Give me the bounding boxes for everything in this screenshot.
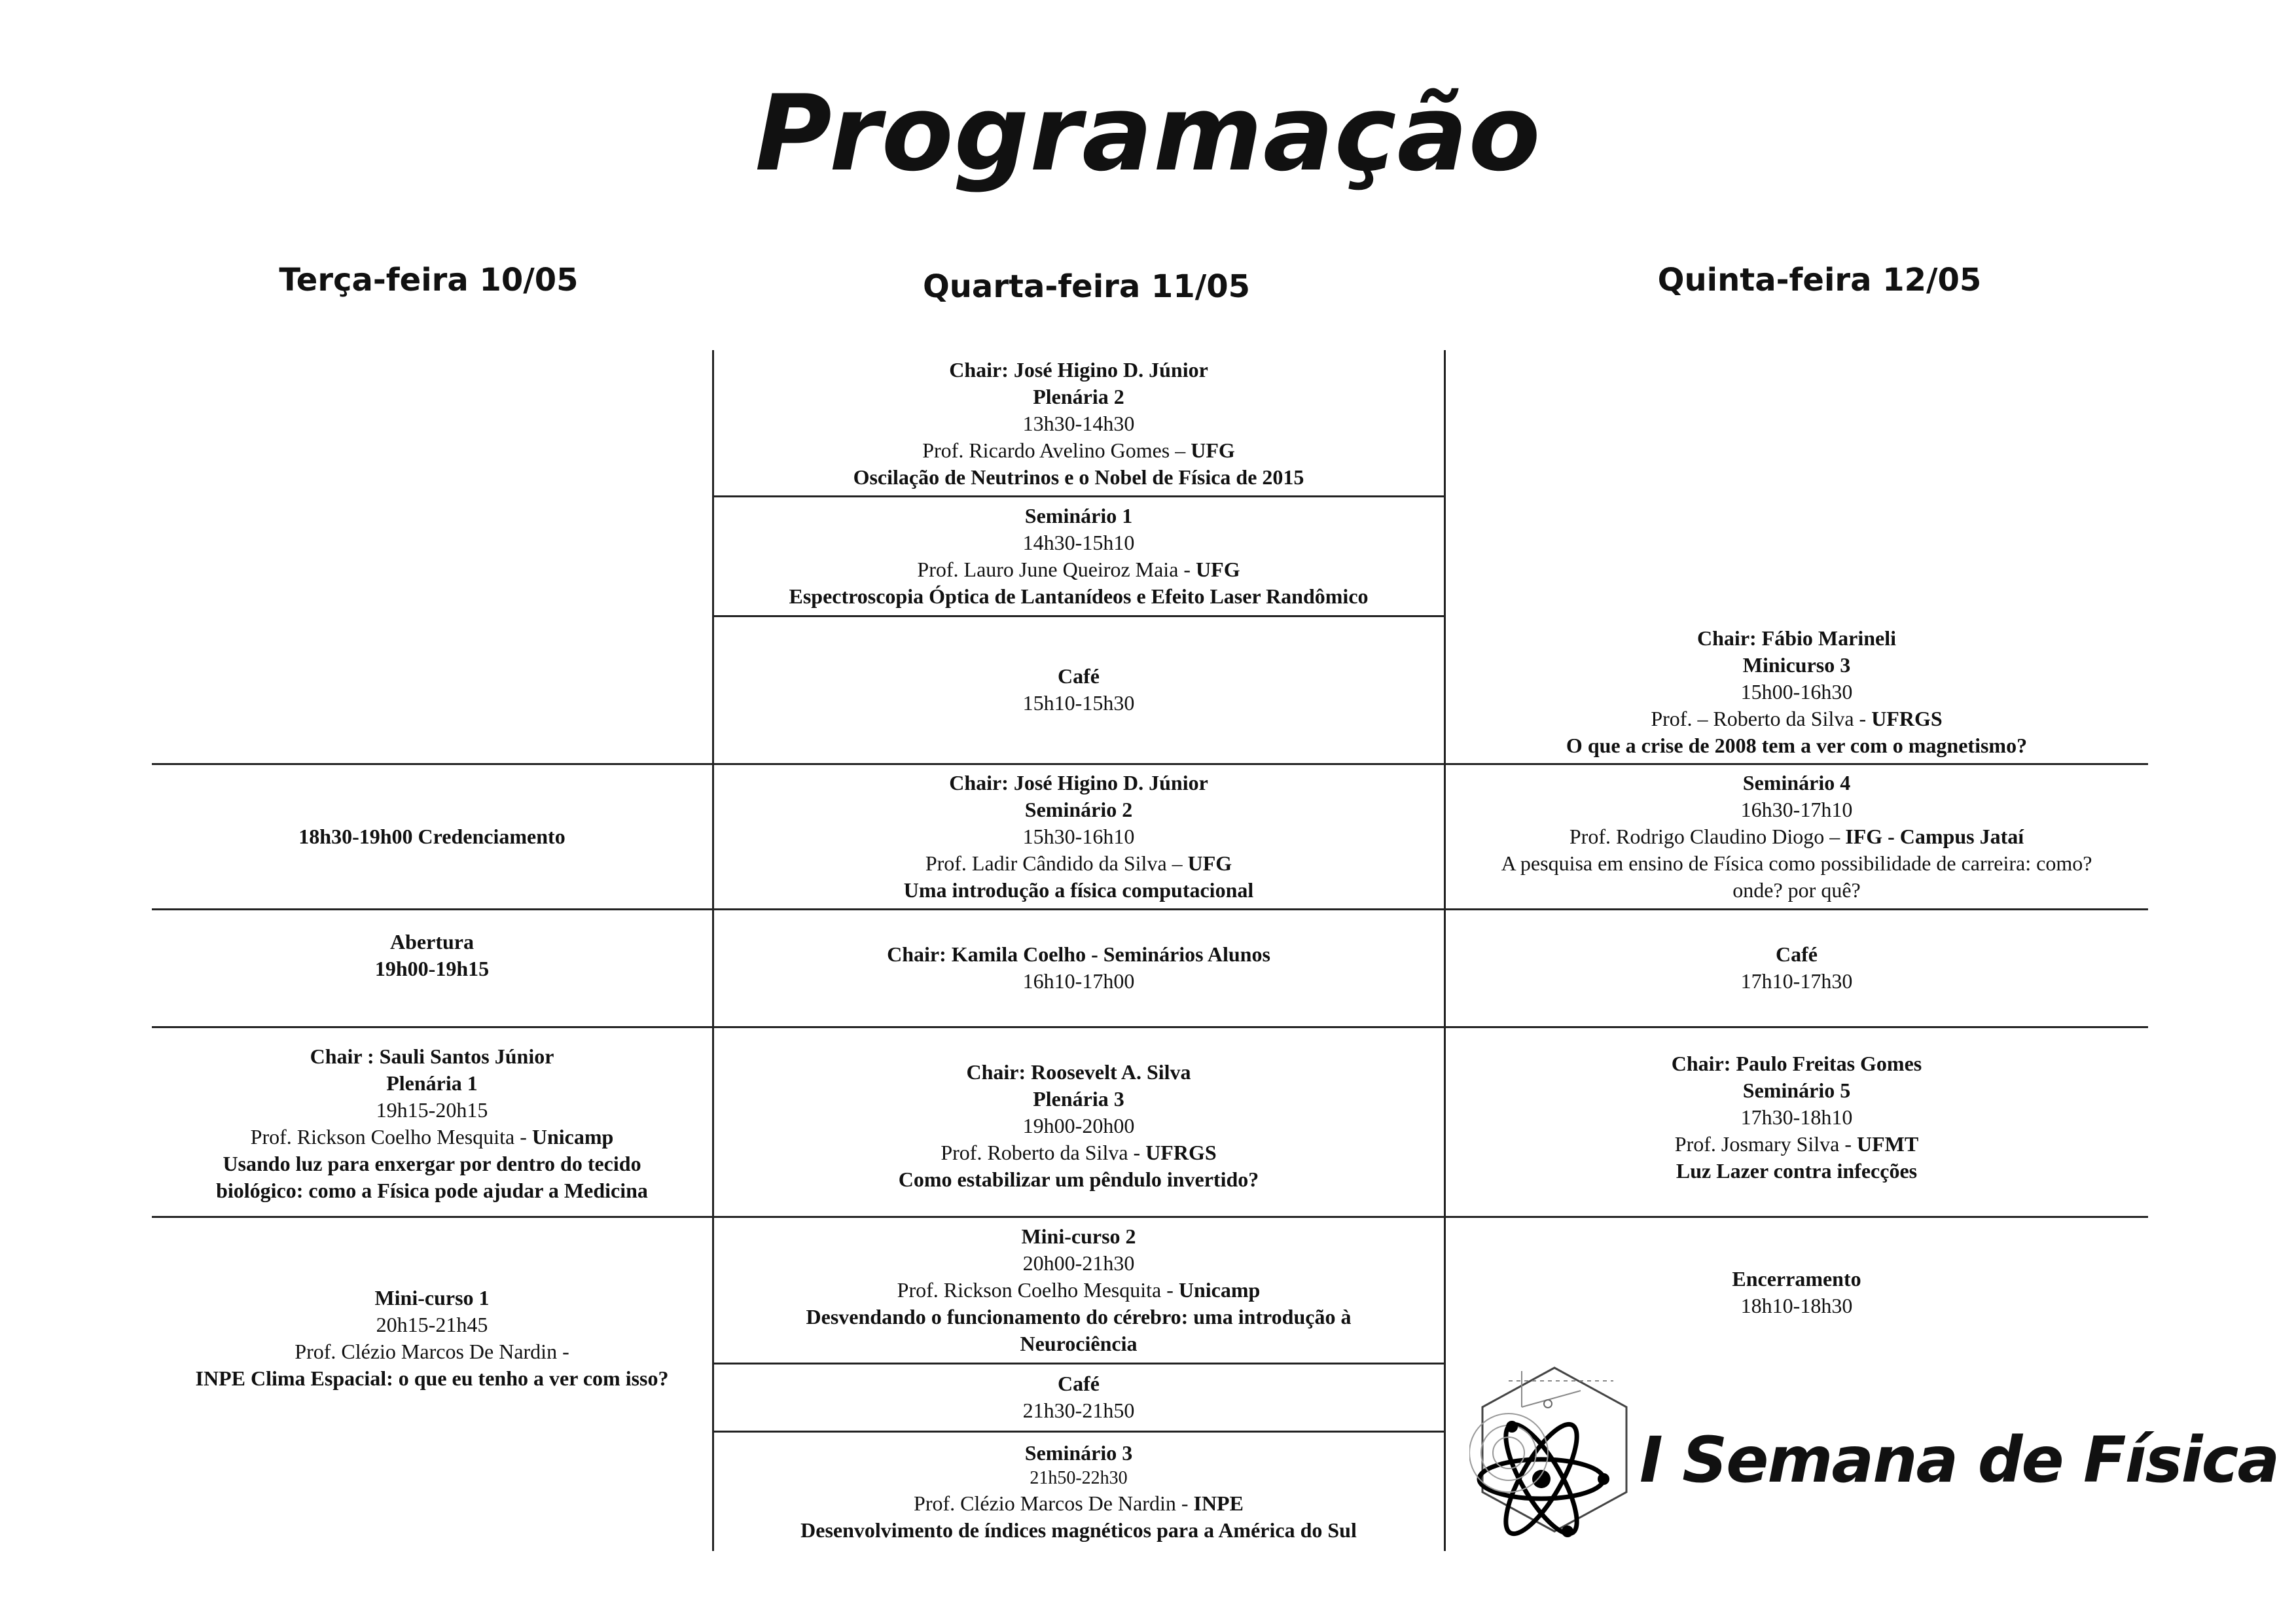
event-name: Seminário 1 (1024, 504, 1133, 527)
event-name: Abertura (390, 930, 474, 954)
event-talk: Desvendando o funcionamento do cérebro: uma introdução à (806, 1304, 1352, 1329)
event-talk: Usando luz para enxergar por dentro do tecido (223, 1152, 641, 1175)
event-institution: UFMT (1857, 1132, 1919, 1156)
event-speaker-line (917, 556, 1240, 583)
event-talk: Espectroscopia Óptica de Lantanídeos e Efeito Laser Randômico (789, 584, 1369, 608)
event-speaker: Prof. Rickson Coelho Mesquita - (250, 1125, 532, 1149)
wednesday-plenaria3 (713, 1050, 1444, 1201)
day-header-wednesday: Quarta-feira 11/05 (922, 268, 1251, 305)
event-talk: Neurociência (1020, 1331, 1138, 1355)
event-speaker: Prof. Clézio Marcos De Nardin - (914, 1491, 1194, 1515)
event-institution: UFRGS (1145, 1140, 1217, 1164)
wednesday-cafe2 (713, 1364, 1444, 1431)
wednesday-seminario1 (713, 497, 1444, 615)
event-time: 14h30-15h10 (1022, 531, 1135, 554)
wednesday-seminarios-alunos (713, 910, 1444, 1026)
event-time: 16h10-17h00 (1022, 969, 1135, 993)
event-chair: Chair: José Higino D. Júnior (949, 358, 1208, 382)
tuesday-abertura (152, 910, 712, 1001)
tuesday-plenaria1 (152, 1035, 712, 1212)
event-chair: Chair: Paulo Freitas Gomes (1671, 1052, 1922, 1075)
atom-icon (1469, 1355, 1640, 1551)
event-talk: Luz Lazer contra infecções (1676, 1159, 1918, 1183)
event-talk: Oscilação de Neutrinos e o Nobel de Física de 2015 (853, 465, 1304, 489)
thursday-cafe (1445, 910, 2148, 1026)
event-name: Minicurso 3 (1742, 652, 1851, 677)
event-time: 17h10-17h30 (1740, 969, 1853, 993)
wednesday-seminario2 (713, 764, 1444, 908)
event-speaker-line (251, 1124, 614, 1150)
event-speaker-line (1675, 1131, 1918, 1158)
event-speaker-line (922, 437, 1235, 464)
event-speaker: Prof. – Roberto da Silva - (1651, 706, 1872, 730)
event-time: 16h30-17h10 (1740, 797, 1853, 821)
event-name: Mini-curso 1 (374, 1286, 490, 1310)
event-time: 15h30-16h10 (1022, 824, 1135, 848)
event-name: Seminário 5 (1742, 1079, 1851, 1102)
event-speaker: Prof. Clézio Marcos De Nardin - (295, 1340, 569, 1363)
event-chair: Chair: Fábio Marineli (1697, 626, 1896, 650)
event-name: Seminário 2 (1024, 797, 1133, 821)
thursday-seminario4 (1445, 764, 2148, 908)
event-speaker-line (941, 1139, 1216, 1166)
event-speaker: Prof. Josmary Silva - (1674, 1132, 1857, 1156)
wednesday-plenaria2 (713, 353, 1444, 494)
day-header-tuesday: Terça-feira 10/05 (279, 262, 579, 298)
event-talk: Desenvolvimento de índices magnéticos para a América do Sul (800, 1518, 1357, 1542)
event-institution: Unicamp (1178, 1277, 1261, 1302)
wednesday-cafe1 (713, 616, 1444, 763)
event-speaker: Prof. Ricardo Avelino Gomes – (922, 438, 1191, 462)
event-time: 21h50-22h30 (1030, 1467, 1128, 1488)
event-name: Seminário 3 (1024, 1440, 1133, 1465)
event-chair: Chair: Roosevelt A. Silva (966, 1060, 1191, 1084)
event-time: 19h00-20h00 (1022, 1113, 1135, 1137)
event-time: 21h30-21h50 (1022, 1399, 1135, 1422)
tuesday-minicurso1 (152, 1270, 712, 1407)
wednesday-minicurso2 (713, 1217, 1444, 1363)
thursday-seminario5 (1445, 1041, 2148, 1194)
event-chair: Chair: José Higino D. Júnior (949, 770, 1208, 794)
event-name: Plenária 1 (386, 1071, 478, 1095)
event-talk: Uma introdução a física computacional (903, 878, 1254, 902)
event-name: Seminário 4 (1742, 770, 1851, 794)
event-speaker: Prof. Rodrigo Claudino Diogo – (1569, 824, 1846, 848)
thursday-minicurso3 (1445, 622, 2148, 762)
event-time: 13h30-14h30 (1022, 412, 1135, 435)
event-name: Plenária 3 (1033, 1086, 1124, 1111)
event-name: Café (1058, 664, 1100, 688)
event-talk: Como estabilizar um pêndulo invertido? (898, 1167, 1259, 1191)
page-title: Programação (755, 72, 1541, 194)
event-speaker: Prof. Roberto da Silva - (941, 1140, 1146, 1164)
event-time: 15h10-15h30 (1022, 691, 1135, 715)
event-time: 19h15-20h15 (376, 1098, 488, 1122)
event-speaker-line (1570, 823, 2024, 850)
day-header-thursday: Quinta-feira 12/05 (1657, 262, 1982, 298)
event-talk: biológico: como a Física pode ajudar a Medicina (216, 1179, 648, 1202)
event-speaker: Prof. Rickson Coelho Mesquita - (897, 1277, 1179, 1302)
event-time: 17h30-18h10 (1740, 1105, 1853, 1129)
tuesday-credenciamento (152, 764, 712, 908)
event-speaker-line (897, 1277, 1261, 1304)
event-name: Plenária 2 (1033, 385, 1124, 408)
event-name: Encerramento (1732, 1267, 1861, 1291)
event-institution: Unicamp (531, 1125, 614, 1149)
event-title: 18h30-19h00 Credenciamento (298, 824, 565, 848)
event-institution: IFG - Campus Jataí (1845, 824, 2024, 848)
event-name: Café (1776, 942, 1818, 966)
event-institution: UFG (1187, 851, 1232, 875)
event-speaker-line (1651, 705, 1942, 732)
thursday-encerramento (1445, 1257, 2148, 1329)
event-chair: Chair: Kamila Coelho - Seminários Alunos (887, 942, 1270, 966)
event-time: 20h00-21h30 (1022, 1251, 1135, 1275)
event-institution: UFRGS (1871, 706, 1943, 730)
event-chair: Chair : Sauli Santos Júnior (310, 1044, 554, 1068)
event-time: 15h00-16h30 (1740, 679, 1853, 704)
event-logo-text: I Semana de Física (1640, 1423, 2279, 1497)
event-institution: UFG (1191, 438, 1235, 462)
event-speaker-line (925, 850, 1232, 877)
event-institution: INPE (1193, 1491, 1244, 1515)
event-talk: A pesquisa em ensino de Física como possibilidade de carreira: como? (1501, 851, 2092, 875)
event-speaker: Prof. Lauro June Queiroz Maia - (917, 558, 1196, 581)
event-talk: onde? por quê? (1732, 878, 1861, 902)
event-time: 18h10-18h30 (1740, 1294, 1853, 1317)
event-talk: O que a crise de 2008 tem a ver com o magnetismo? (1566, 733, 2028, 757)
event-name: Mini-curso 2 (1021, 1224, 1136, 1248)
event-name: Café (1058, 1372, 1100, 1395)
event-time: 20h15-21h45 (376, 1313, 488, 1336)
event-speaker-line (914, 1490, 1244, 1517)
row-divider (152, 1026, 2148, 1028)
wednesday-seminario3 (713, 1432, 1444, 1551)
event-talk: INPE Clima Espacial: o que eu tenho a ver com isso? (195, 1366, 669, 1390)
event-time: 19h00-19h15 (374, 957, 490, 980)
event-speaker: Prof. Ladir Cândido da Silva – (925, 851, 1188, 875)
event-institution: UFG (1196, 558, 1240, 581)
